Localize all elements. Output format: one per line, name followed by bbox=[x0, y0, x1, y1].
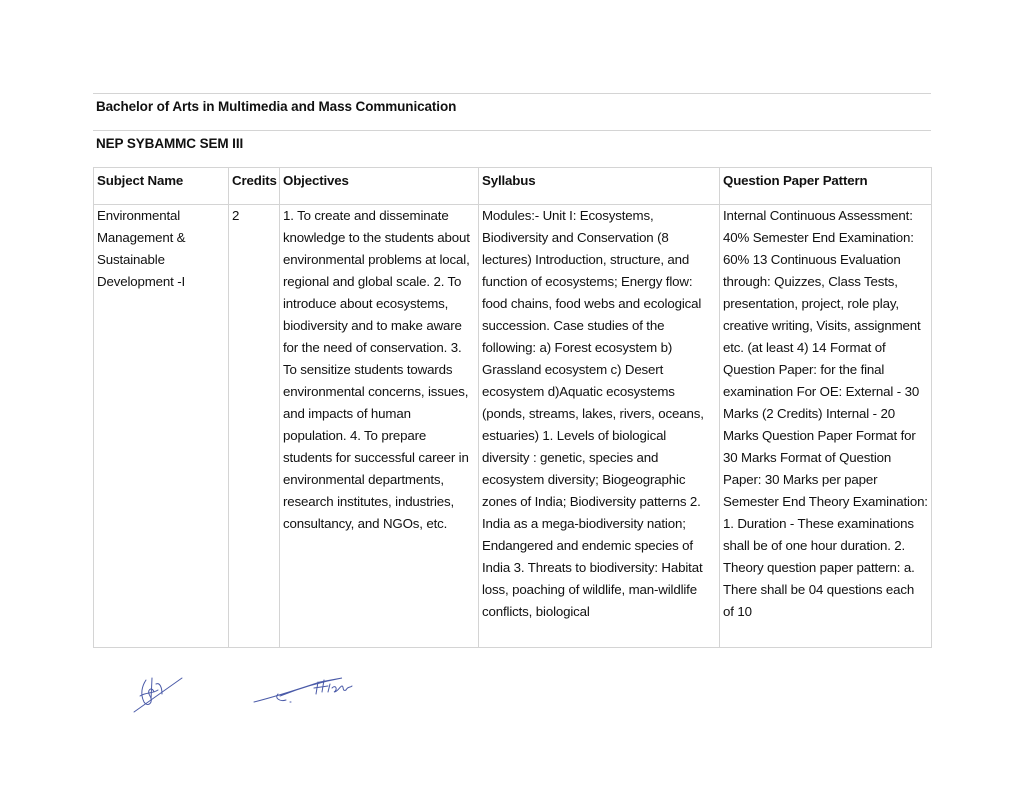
cell-question-paper-pattern bbox=[720, 205, 932, 648]
syllabus-table bbox=[93, 167, 932, 648]
header-credits: Credits bbox=[229, 168, 280, 205]
header-question-paper-pattern: Question Paper Pattern bbox=[720, 168, 932, 205]
header-subject-name: Subject Name bbox=[94, 168, 229, 205]
question-paper-pattern-text: Internal Continuous Assessment: 40% Semester End Examination: 60% 13 Continuous Evaluation through: Quizzes, Class Tests, presentation, project, role play, creative writing, Visits, assignment etc. (at least 4) 14 Format of Question Paper: for the final examination For OE: External - 30 Marks (2 Credits) Internal - 20 Marks Question Paper Format for 30 Marks Format of Question Paper: 30 Marks per paper Semester End Theory Examination: 1. Duration - These examinations shall be of one hour duration. 2. Theory question paper pattern: a. There shall be 04 questions each of 10 bbox=[723, 208, 928, 619]
cell-subject-name: Environmental Management & Sustainable Development -I bbox=[94, 205, 229, 648]
cell-objectives: 1. To create and disseminate knowledge to the students about environmental problems at local, regional and global scale. 2. To introduce about ecosystems, biodiversity and to make aware for the need of conservation. 3. To sensitize students towards environmental concerns, issues, and impacts of human population. 4. To prepare students for successful career in environmental departments, research institutes, industries, consultancy, and NGOs, etc. bbox=[280, 205, 479, 648]
table-row bbox=[94, 205, 932, 648]
signature-2 bbox=[250, 672, 358, 706]
syllabus-text: Modules:- Unit I: Ecosystems, Biodiversity and Conservation (8 lectures) Introduction, structure, and function of ecosystems; Energy flow: food chains, food webs and ecological succession. Case studies of the following: a) Forest ecosystem b) Grassland ecosystem c) Desert ecosystem d)Aquatic ecosystems (ponds, streams, lakes, rivers, oceans, estuaries) 1. Levels of biological diversity : genetic, species and ecosystem diversity; Biogeographic zones of India; Biodiversity patterns 2. India as a mega-biodiversity nation; Endangered and endemic species of India 3. Threats to biodiversity: Habitat loss, poaching of wildlife, man-wildlife conflicts, biological bbox=[482, 208, 704, 619]
cell-syllabus bbox=[479, 205, 720, 648]
semester-title: NEP SYBAMMC SEM III bbox=[93, 130, 931, 167]
header-syllabus: Syllabus bbox=[479, 168, 720, 205]
program-title: Bachelor of Arts in Multimedia and Mass Communication bbox=[93, 93, 931, 130]
signature-1 bbox=[132, 672, 184, 714]
cell-credits: 2 bbox=[229, 205, 280, 648]
table-header-row bbox=[94, 168, 932, 205]
header-objectives: Objectives bbox=[280, 168, 479, 205]
